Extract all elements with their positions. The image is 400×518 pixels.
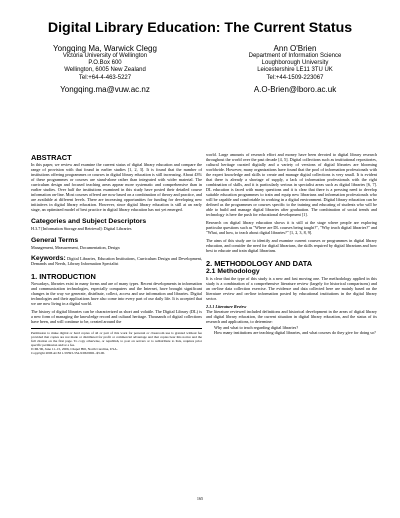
- list-item: • Why and what to teach regarding digital libraries?: [214, 325, 377, 330]
- question-list: [206, 325, 377, 335]
- author-name: Yongqing Ma, Warwick Clegg: [53, 44, 157, 53]
- right-column: [206, 152, 377, 507]
- author-email: Yongqing.ma@vuw.ac.nz: [60, 84, 150, 94]
- categories-heading: Categories and Subject Descriptors: [31, 218, 147, 225]
- author-address: P.O.Box 600: [88, 60, 122, 67]
- page-number: 165: [196, 496, 204, 501]
- body-paragraph: The aims of this study are to identify and examine current courses or programmes in digital library education, and consider the need for digital librarians, the skills required by digital librarians and how best to educate and train digital librarians.: [206, 238, 377, 253]
- abstract-heading: ABSTRACT: [31, 153, 72, 162]
- introduction-paragraph: Nowadays, libraries exist in many forms and are of many types. Recent developments in information and communication technologies, especially computers and the Internet, have brought significant changes in the way we generate, distribute, collect, access and use information and libraries. Digital technologies and their applications have also come into every part of our daily life. It is accepted that we are now living in a digital world.: [31, 281, 202, 306]
- permission-text: Permission to make digital or hard copies of all or part of this work for personal or classroom use is granted without fee provided that copies are not made or distributed for profit or commercial advantage and that copies bear this notice and the full citation on the first page. To copy otherwise, or republish, to post on servers or to redistribute to lists, requires prior specific permission and/or a fee.: [31, 331, 202, 347]
- body-paragraph: Research on digital library education shows it is still at the stage where people are exploring particular questions such as "Where are DL courses being taught?", "Why teach digital libraries?" and "What, and how, to teach about digital libraries?" [1, 2, 3, 8, 9].: [206, 220, 377, 235]
- introduction-heading: 1. INTRODUCTION: [31, 272, 96, 281]
- copyright-info: Copyright 2006 ACM 1-59593-354-9/06/0006...$5.00.: [31, 351, 106, 355]
- author-left: [20, 44, 190, 94]
- author-address: Loughborough University: [261, 60, 329, 67]
- list-item: • How many institutions are teaching digital libraries, and what courses do they give for doing so?: [214, 330, 377, 335]
- literature-review-heading: 2.1.1 Literature Review: [206, 304, 247, 309]
- methodology-heading: 2. METHODOLOGY AND DATA: [206, 259, 313, 268]
- keywords-paragraph: [31, 256, 202, 266]
- author-right: [210, 44, 380, 94]
- abstract-text: In this paper, we review and examine the current status of digital library education and compare the range of provision with that found in earlier studies [1, 2, 3]. It is found that the number of institutions offering programmes or courses in digital library education is still increasing. About 43% of these programmes or courses are stand-alone rather than integrated with wider material. The curriculum design and focused teaching areas appear more systematic and comprehensive than in earlier studies. Over half the institutions examined in this study have posted their detailed course information on-line. Most courses offered are now based on a combination of theory and practice, and are available at different levels. There are increasing opportunities for funding for developing new initiatives in digital library education. However, since digital library education is still at an early stage, an optimized model of best practice in digital library education has not yet emerged.: [31, 162, 202, 212]
- author-phone: Tel:+64-4-463-5227: [78, 74, 132, 81]
- conference-info: JCDL'06, June 11–15, 2006, Chapel Hill, North Carolina, USA.: [31, 347, 118, 351]
- general-terms-text: Management, Measurement, Documentation, Design: [31, 245, 120, 250]
- author-phone: Tel:+44-1509-223067: [266, 74, 324, 81]
- body-paragraph: world. Large amounts of research effort and money have been devoted to digital library research throughout the world over the past decade [4, 5]. Digital collections such as institutional repositories, cultural heritage curated digitally and a variety of versions of digital libraries are blooming worldwide. However, many organizations have found that the pool of information professionals with the expert knowledge and skills to create and manage digital collections is very small. It is evident that there is already a shortage of supply, a lack of information professionals with the right combination of skills, and it is particularly serious in specialist areas such as digital libraries [6, 7]. DL education is faced with many questions and it is clear that there is a pressing need to develop suitable education programmes to train and equip new librarians and information professionals who will be capable and comfortable in working in a digital environment. Digital library education can be defined as the programmes or courses specific to the training and educating of students who will be able to build and manage digital libraries after graduation. The combination of social trends and technology is here the push for educational development [1].: [206, 152, 377, 217]
- author-email: A.O-Brien@lboro.ac.uk: [253, 84, 337, 94]
- paper-title: Digital Library Education: The Current Status: [47, 20, 353, 36]
- author-address: Wellington, 6005 New Zealand: [64, 67, 146, 74]
- categories-text: H.3.7 [Information Storage and Retrieval]: Digital Libraries: [31, 226, 132, 231]
- general-terms-heading: General Terms: [31, 237, 79, 244]
- author-address: Leicestershire LE11 3TU UK: [257, 67, 333, 74]
- introduction-paragraph: The history of digital libraries can be characterized as short and volatile. The Digital Library (DL) is a new form of managing the knowledge record and cultural heritage. Thousands of digital collections have been, and will continue to be, created around the: [31, 309, 202, 324]
- body-paragraph: It is clear that the type of this study is a new and fast moving one. The methodology applied in this study is a combination of a comprehensive literature review (largely for historical comparisons) and an on-line data collection exercise. The evidence and data collected here are mainly based on the literature review and on-line information posted by educational institutions in the digital library sector.: [206, 276, 377, 301]
- keywords-label: Keywords:: [31, 255, 66, 262]
- keywords-text: Digital Libraries, Education Institutions, Curriculum Design and Development, Demands and Needs, Library Information Specialist: [31, 256, 202, 266]
- left-column: [31, 153, 202, 508]
- author-affiliation: Department of Information Science: [248, 53, 342, 59]
- author-block: [20, 44, 380, 94]
- permission-footnote: [31, 328, 202, 355]
- author-affiliation: Victoria University of Wellington: [62, 53, 148, 59]
- body-paragraph: The literature reviewed included definitions and historical development in the areas of digital library and digital library education, the current situation in digital library education, and the status of its research and applications, to determine:: [206, 309, 377, 324]
- methodology-subheading: 2.1 Methodology: [206, 268, 260, 275]
- author-name: Ann O'Brien: [273, 44, 317, 53]
